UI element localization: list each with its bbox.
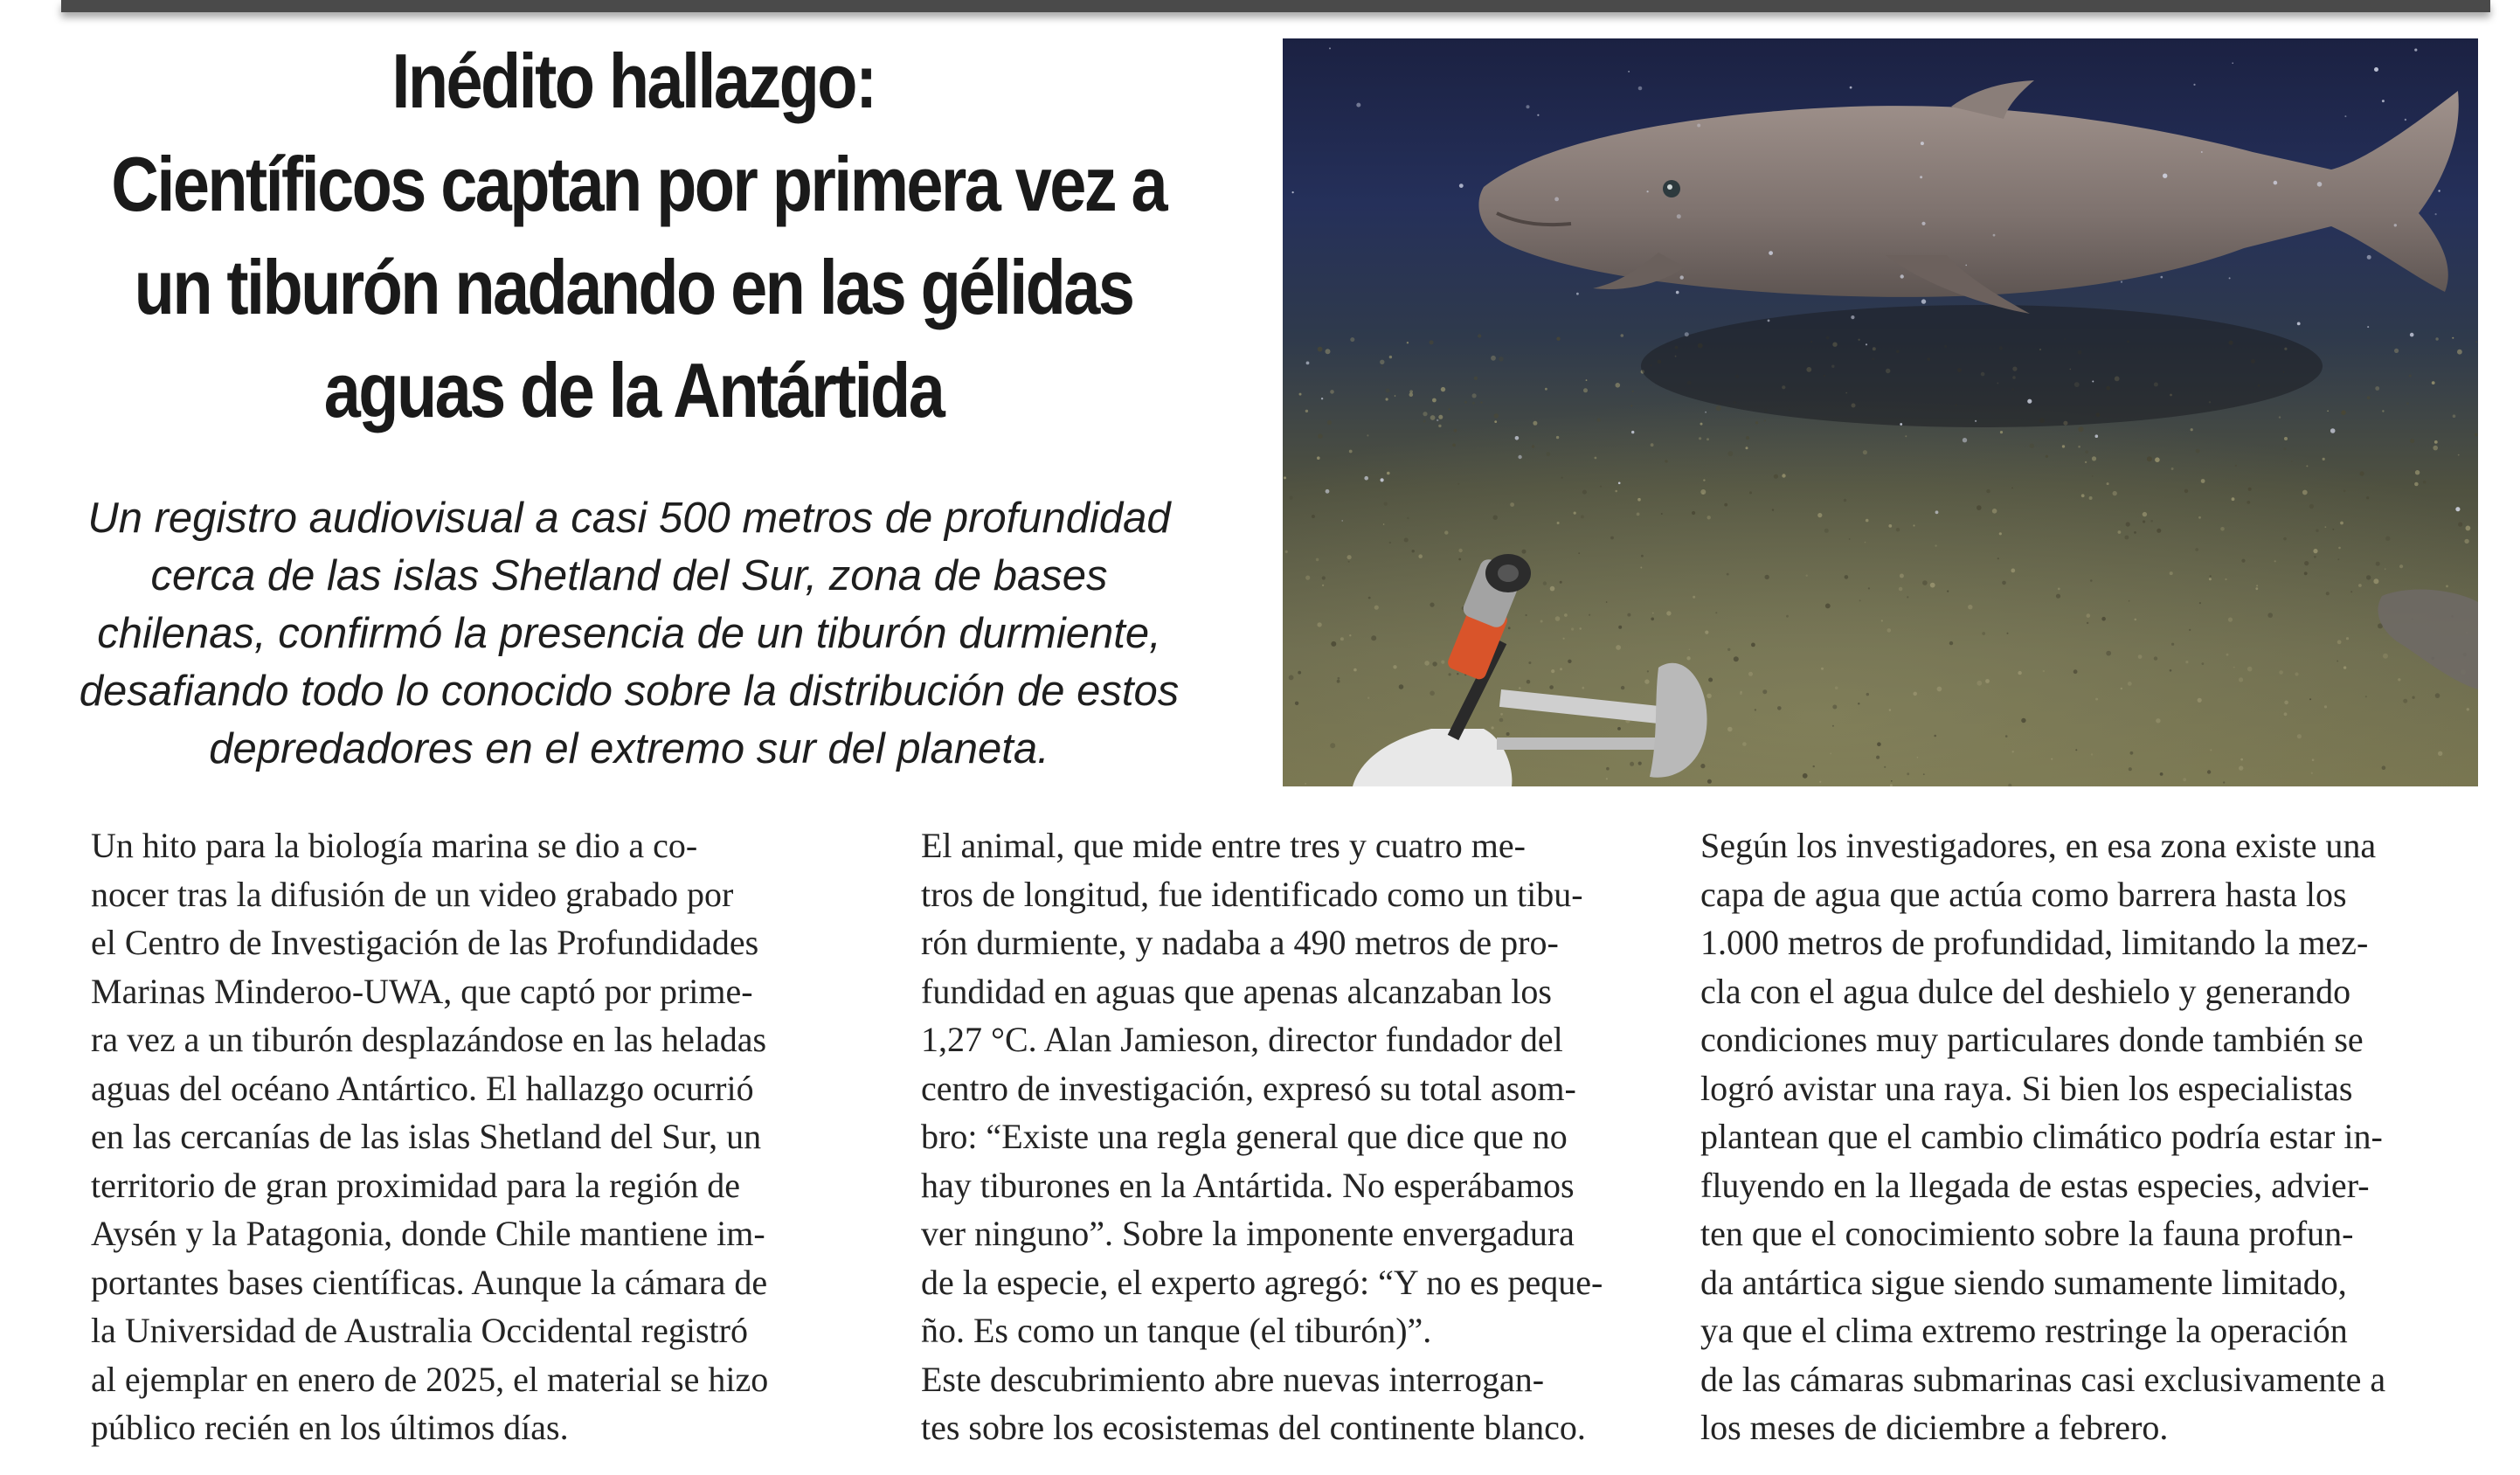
shark-photo-illustration [1283, 38, 2478, 786]
text-line: ño. Es como un tanque (el tiburón)”. [921, 1311, 1432, 1350]
text-line: en las cercanías de las islas Shetland del Sur, un [91, 1117, 762, 1156]
text-line: cla con el agua dulce del deshielo y generando [1700, 971, 2351, 1011]
subheadline-line: Un registro audiovisual a casi 500 metros de profundidad [87, 495, 1171, 542]
article-column-2 [869, 821, 1646, 1452]
text-line: tes sobre los ecosistemas del continente blanco. [921, 1408, 1586, 1447]
text-line: fundidad en aguas que apenas alcanzaban los [921, 971, 1552, 1011]
text-line: el Centro de Investigación de las Profundidades [91, 923, 759, 962]
text-line: fluyendo en la llegada de estas especies, advier- [1700, 1165, 2370, 1205]
text-line: plantean que el cambio climático podría estar in- [1700, 1117, 2383, 1156]
subheadline [44, 489, 1215, 778]
text-line: hay tiburones en la Antártida. No esperábamos [921, 1165, 1575, 1205]
shark [1478, 80, 2458, 314]
text-line: al ejemplar en enero de 2025, el material se hizo [91, 1359, 769, 1399]
text-line: portantes bases científicas. Aunque la cámara de [91, 1262, 768, 1302]
subheadline-line: chilenas, confirmó la presencia de un tiburón durmiente, [97, 610, 1161, 657]
text-line: da antártica sigue siendo sumamente limitado, [1700, 1262, 2347, 1302]
text-line: ten que el conocimiento sobre la fauna profun- [1700, 1214, 2354, 1253]
subheadline-line: desafiando todo lo conocido sobre la distribución de estos [79, 668, 1180, 715]
top-rule [61, 0, 2490, 12]
text-line: centro de investigación, expresó su total asom- [921, 1068, 1576, 1108]
article-column-3 [1700, 821, 2478, 1452]
text-line: los meses de diciembre a febrero. [1700, 1408, 2169, 1447]
text-line: 1,27 °C. Alan Jamieson, director fundador del [921, 1020, 1563, 1059]
subheadline-line: depredadores en el extremo sur del planeta. [209, 725, 1049, 772]
shark-photo [1283, 38, 2478, 786]
text-line: condiciones muy particulares donde también se [1700, 1020, 2364, 1059]
text-line: Este descubrimiento abre nuevas interrogan- [921, 1359, 1545, 1399]
text-line: ra vez a un tiburón desplazándose en las heladas [91, 1020, 767, 1059]
text-line: territorio de gran proximidad para la región de [91, 1165, 741, 1205]
text-line: Un hito para la biología marina se dio a co- [91, 826, 698, 865]
text-line: logró avistar una raya. Si bien los especialistas [1700, 1068, 2353, 1108]
paragraph [869, 1355, 1646, 1452]
text-line: la Universidad de Australia Occidental registró [91, 1311, 748, 1350]
text-line: rón durmiente, y nadaba a 490 metros de pro- [921, 923, 1559, 962]
text-line: ver ninguno”. Sobre la imponente envergadura [921, 1214, 1575, 1253]
headline [111, 30, 1166, 442]
article-column-1 [38, 821, 816, 1452]
shark-shadow [1641, 305, 2323, 427]
text-line: de las cámaras submarinas casi exclusivamente a [1700, 1359, 2386, 1399]
text-line: 1.000 metros de profundidad, limitando la mez- [1700, 923, 2369, 962]
text-line: El animal, que mide entre tres y cuatro me- [921, 826, 1526, 865]
paragraph [38, 821, 816, 1452]
text-line: Aysén y la Patagonia, donde Chile mantiene im- [91, 1214, 765, 1253]
paragraph [869, 821, 1646, 1355]
text-line: bro: “Existe una regla general que dice que no [921, 1117, 1568, 1156]
subheadline-line: cerca de las islas Shetland del Sur, zona de bases [150, 552, 1108, 599]
text-line: de la especie, el experto agregó: “Y no es peque- [921, 1262, 1603, 1302]
text-line: nocer tras la difusión de un video grabado por [91, 874, 734, 914]
text-line: capa de agua que actúa como barrera hasta los [1700, 874, 2347, 914]
headline-line: Científicos captan por primera vez a [111, 141, 1166, 227]
text-line: público recién en los últimos días. [91, 1408, 569, 1447]
text-line: Según los investigadores, en esa zona existe una [1700, 826, 2377, 865]
headline-line: aguas de la Antártida [323, 347, 944, 433]
text-line: tros de longitud, fue identificado como un tibu- [921, 874, 1583, 914]
text-line: aguas del océano Antártico. El hallazgo ocurrió [91, 1068, 754, 1108]
text-line: ya que el clima extremo restringe la operación [1700, 1311, 2348, 1350]
headline-line: Inédito hallazgo: [391, 38, 876, 124]
text-line: Marinas Minderoo-UWA, que captó por prime- [91, 971, 753, 1011]
headline-line: un tiburón nadando en las gélidas [134, 244, 1133, 330]
paragraph [1700, 821, 2478, 1452]
